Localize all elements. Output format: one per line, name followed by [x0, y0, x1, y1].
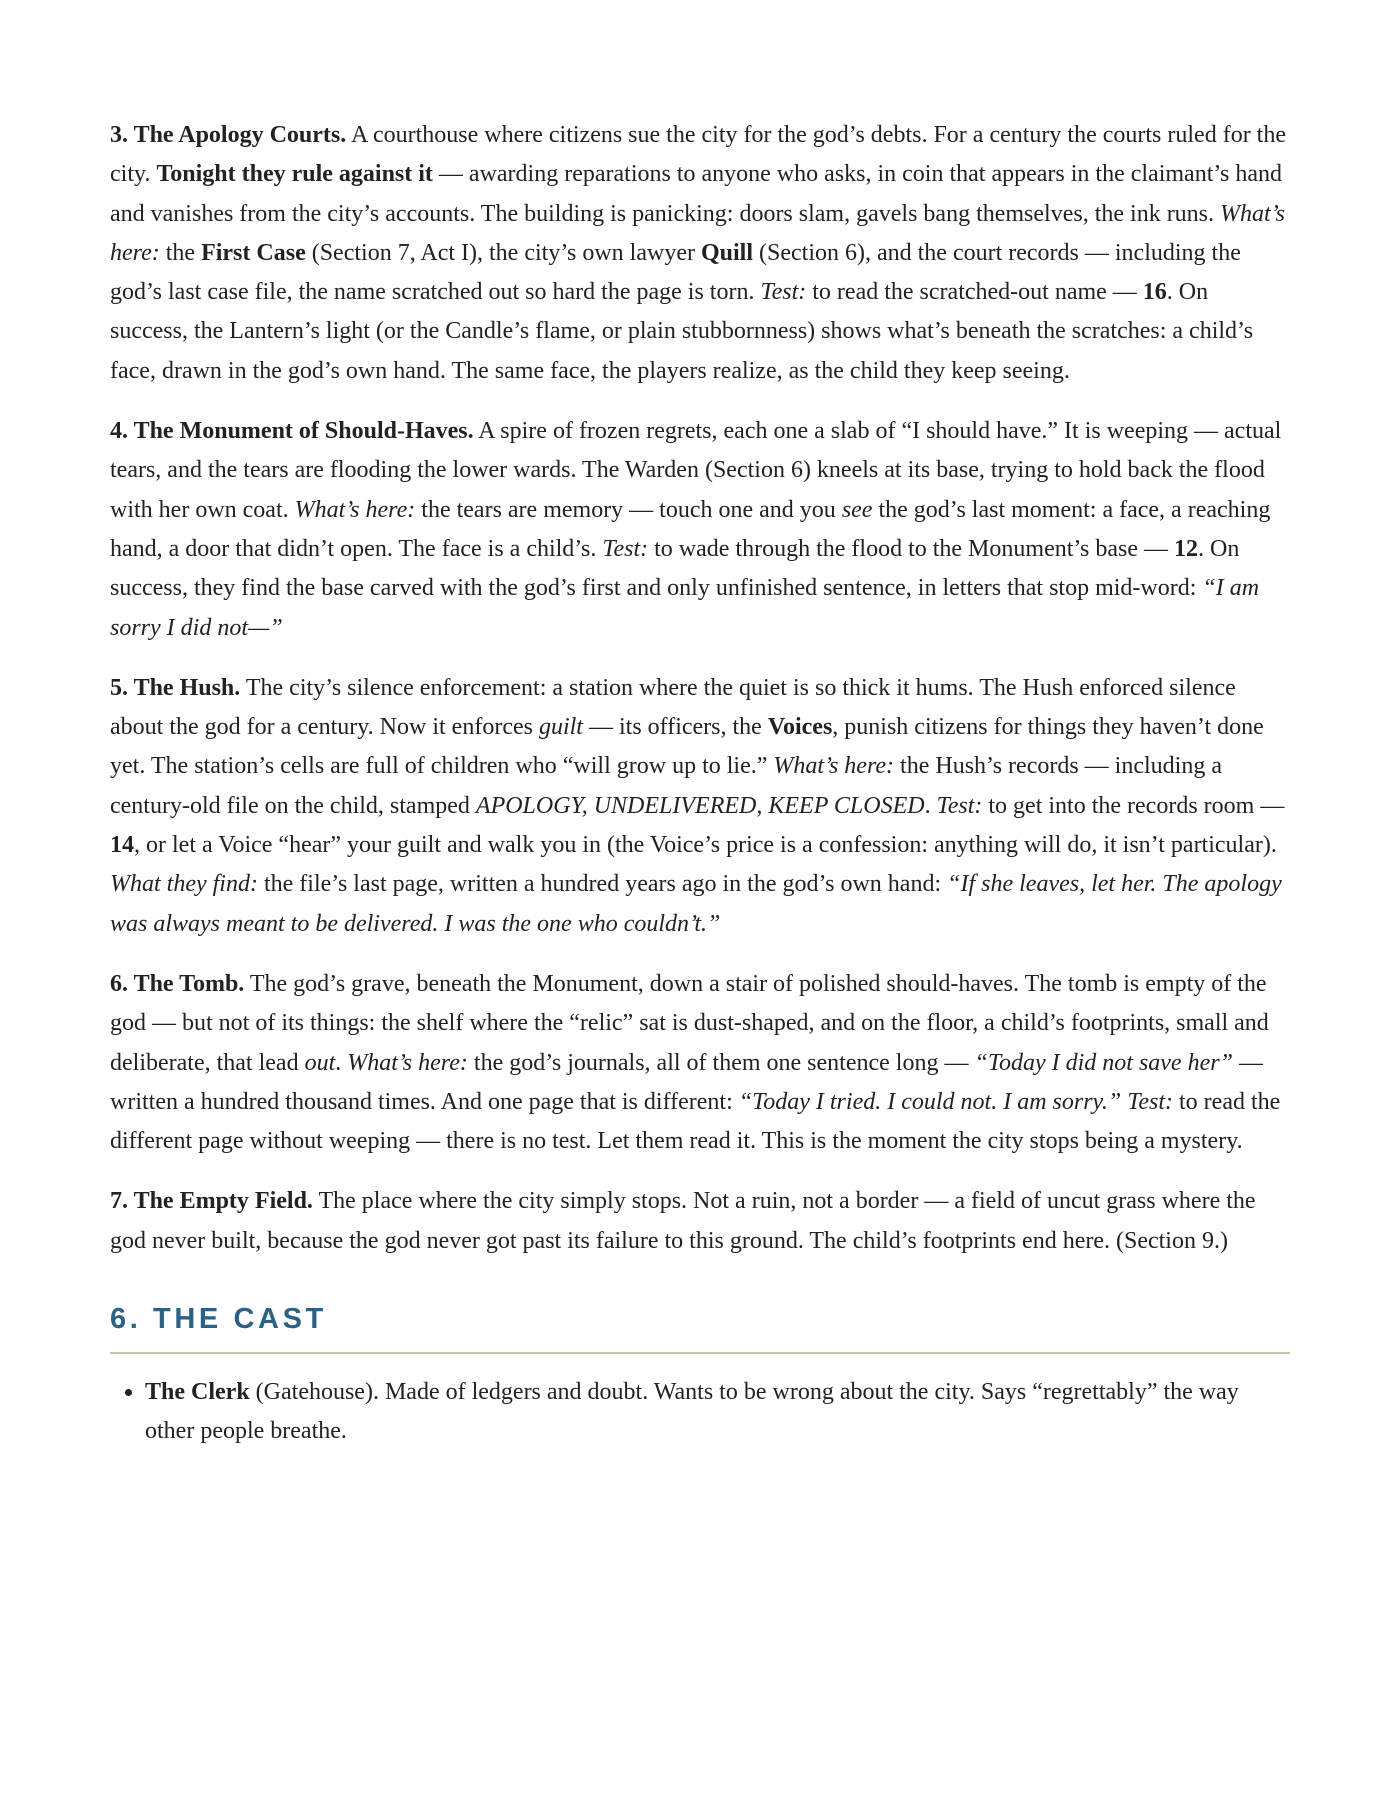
italic-text: see: [841, 496, 873, 523]
bold-text: Quill: [700, 239, 753, 266]
bold-text: 3. The Apology Courts.: [110, 122, 347, 148]
body-text: the god’s last moment: a face, a reaching hand, a door that didn’t open. The face is a child’s.: [110, 496, 1271, 562]
section-heading: 6. THE CAST: [110, 1302, 1290, 1354]
bold-text: 7. The Empty Field.: [110, 1188, 313, 1215]
entry-apology-courts: [110, 116, 1290, 391]
italic-text: What’s here:: [347, 1049, 468, 1076]
cast-list: [110, 1373, 1290, 1452]
body-text: .: [335, 1049, 348, 1076]
bold-text: Voices: [767, 714, 833, 741]
body-text: , or let a Voice “hear” your guilt and walk you in (the Voice’s price is a confession: anything will do, it isn’t particular).: [134, 832, 1277, 859]
body-text: (Section 6), and the court records — including the god’s last case file, the name scratched out so hard the page is torn.: [110, 239, 1241, 306]
bold-text: First Case: [201, 239, 306, 266]
body-text: to get into the records room —: [982, 792, 1285, 819]
bold-text: The Clerk: [145, 1379, 250, 1406]
italic-text: “Today I did not save her”: [974, 1049, 1233, 1076]
italic-text: “If she leaves, let her. The apology was always meant to be delivered. I was the one who couldn’t.”: [110, 871, 1282, 937]
body-text: A spire of frozen regrets, each one a slab of “I should have.” It is weeping — actual tears, and the tears are flooding the lower wards. The Warden (Section 6) kneels at its base, trying to hold back the flood with her own coat.: [110, 418, 1282, 523]
entry-the-tomb: [110, 965, 1290, 1161]
bold-text: Tonight they rule against it: [156, 161, 433, 188]
italic-text: Test:: [602, 535, 649, 562]
body-text: the tears are memory — touch one and you: [415, 496, 842, 523]
body-text: to wade through the flood to the Monument’s base —: [648, 535, 1175, 562]
body-text: — its officers, the: [582, 714, 768, 741]
body-text: the file’s last page, written a hundred years ago in the god’s own hand:: [257, 871, 948, 898]
body-text: . On success, they find the base carved with the god’s first and only unfinished sentence, in letters that stop mid-word:: [110, 535, 1240, 602]
italic-text: out: [304, 1049, 336, 1076]
body-text: , punish citizens for things they haven’t done yet. The station’s cells are full of children who “will grow up to lie.”: [110, 714, 1264, 780]
body-text: — awarding reparations to anyone who asks, in coin that appears in the claimant’s hand and vanishes from the city’s accounts. The building is panicking: doors slam, gavels bang themselves, the ink runs.: [110, 161, 1283, 227]
body-text: the Hush’s records — including a century-old file on the child, stamped: [110, 753, 1222, 819]
italic-text: “I am sorry I did not—”: [110, 575, 1260, 641]
location-entries: [110, 116, 1290, 1261]
italic-text: guilt: [538, 714, 583, 741]
italic-text: Test:: [760, 279, 807, 306]
body-text: to read the scratched-out name —: [806, 279, 1143, 306]
entry-the-empty-field: [110, 1182, 1290, 1261]
bold-text: 4. The Monument of Should-Haves.: [110, 418, 474, 445]
bold-text: 14: [110, 832, 134, 859]
entry-monument-of-should-haves: [110, 412, 1290, 648]
document-page: [110, 116, 1290, 1452]
bold-text: 12: [1174, 535, 1199, 562]
body-text: The city’s silence enforcement: a station where the quiet is so thick it hums. The Hush enforced silence about the god for a century. Now it enforces: [110, 674, 1236, 741]
italic-text: What’s here:: [110, 200, 1285, 266]
italic-text: Test:: [936, 792, 983, 819]
cast-item-clerk: [145, 1373, 1290, 1452]
italic-text: What they find:: [110, 871, 258, 898]
body-text: to read the different page without weeping — there is no test. Let them read it. This is the moment the city stops being a mystery.: [110, 1088, 1281, 1155]
bold-text: 5. The Hush.: [110, 674, 241, 701]
body-text: .: [924, 792, 937, 819]
bold-text: 6. The Tomb.: [110, 970, 245, 997]
bold-text: 16: [1142, 279, 1167, 306]
italic-text: Test:: [1127, 1088, 1174, 1115]
italic-text: “Today I tried. I could not. I am sorry.”: [738, 1088, 1122, 1115]
body-text: the: [159, 239, 202, 266]
body-text: A courthouse where citizens sue the city for the god’s debts. For a century the courts ruled for the city.: [110, 122, 1287, 188]
body-text: — written a hundred thousand times. And one page that is different:: [110, 1049, 1263, 1115]
italic-text: APOLOGY, UNDELIVERED, KEEP CLOSED: [475, 792, 925, 819]
body-text: (Section 7, Act I), the city’s own lawyer: [305, 239, 701, 266]
body-text: the god’s journals, all of them one sentence long —: [467, 1049, 975, 1076]
body-text: The god’s grave, beneath the Monument, down a stair of polished should-haves. The tomb is empty of the god — but not of its things: the shelf where the “relic” sat is dust-shaped, and on the floor, a child’s footprints, small and deliberate, that lead: [110, 970, 1269, 1076]
italic-text: What’s here:: [773, 753, 895, 780]
body-text: The place where the city simply stops. Not a ruin, not a border — a field of uncut grass where the god never built, because the god never got past its failure to this ground. The child’s footprints end here. (Section 9.): [110, 1188, 1256, 1254]
body-text: (Gatehouse). Made of ledgers and doubt. Wants to be wrong about the city. Says “regrettably” the way other people breathe.: [145, 1379, 1239, 1445]
entry-the-hush: [110, 669, 1290, 944]
italic-text: What’s here:: [294, 496, 416, 523]
body-text: . On success, the Lantern’s light (or the Candle’s flame, or plain stubbornness) shows what’s beneath the scratches: a child’s face, drawn in the god’s own hand. The same face, the players realize, as the child they keep seeing.: [110, 279, 1254, 384]
